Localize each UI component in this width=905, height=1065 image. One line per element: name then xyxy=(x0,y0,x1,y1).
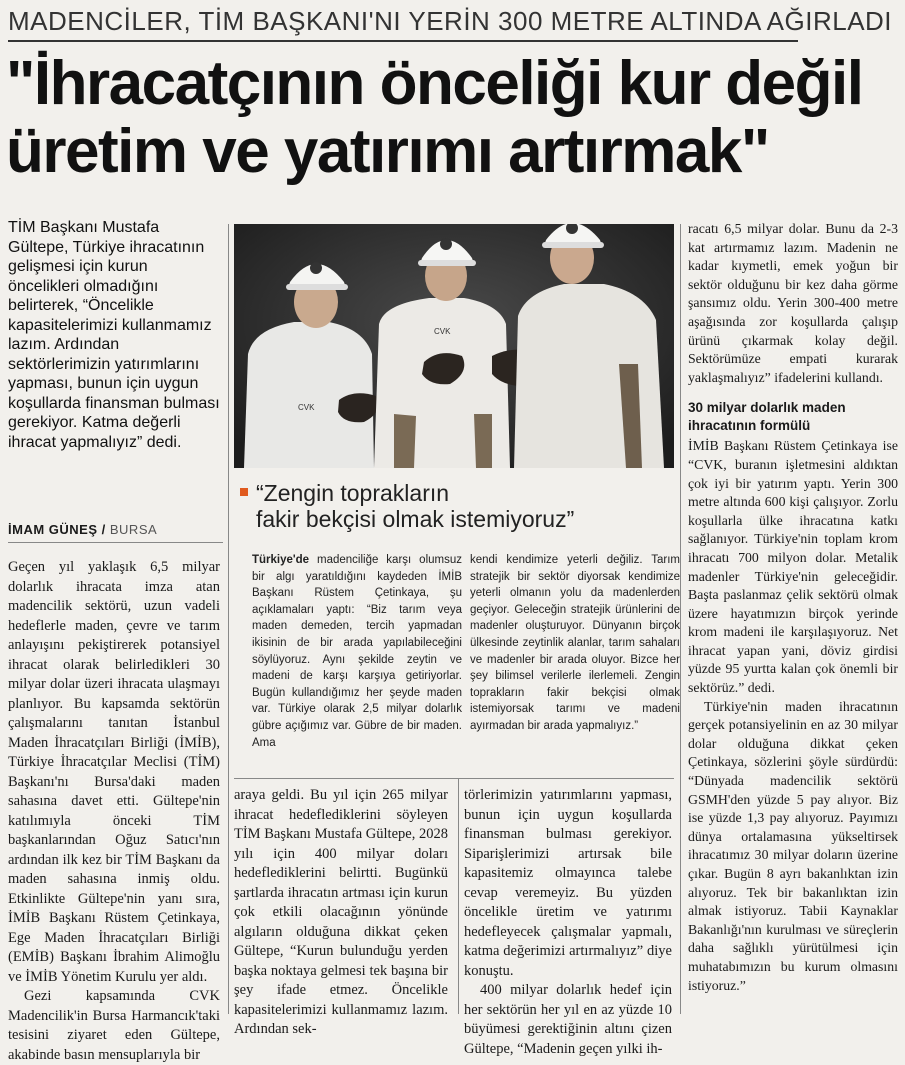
lede-paragraph: TİM Başkanı Mustafa Gültepe, Türkiye ihracatının gelişmesi için kurun öncelikleri olmadığını belirterek, “Öncelikle kapasitelerimizi kullanmamız lazım. Ardından sektörlerimizin yatırımlarını yapması, bunun için uygun koşullarda finansman bulması gerekiyor. Katma değerli ihracat yapmalıyız” dedi. xyxy=(8,219,220,451)
byline-author: İMAM GÜNEŞ xyxy=(8,522,98,537)
body-col3-paragraph-2: 400 milyar dolarlık hedef için her sektörün her yıl en az yüzde 10 büyümesi gerektiğinin altını çizen Gültepe, “Madenin geçen yılki ih- xyxy=(464,982,672,1057)
helmet-logo-text: CVK xyxy=(434,327,451,336)
kicker-headline: MADENCİLER, TİM BAŞKANI'NI YERİN 300 METRE ALTINDA AĞIRLADI xyxy=(8,6,893,36)
miners-photo-illustration xyxy=(234,224,674,468)
news-photo xyxy=(234,224,674,468)
byline-separator: / xyxy=(101,522,106,537)
body-col4-paragraph-top: racatı 6,5 milyar dolar. Bunu da 2-3 kat artırmamız lazım. Madenin ne kadar kıymetli, emek yoğun bir sektör olduğunu bir kez daha görme şansımız oldu. Yerin 300-400 metre aşağısında zor koşullarda çalışıp ürünü çıkarmak kolay değil. Sektörümüze empati kurarak yaklaşmalıyız” ifadelerini kullandı. xyxy=(688,221,898,385)
column-divider-2 xyxy=(458,778,459,1014)
body-column-4 xyxy=(688,220,898,995)
pull-quote-heading xyxy=(256,480,656,532)
inset-lead-bold: Türkiye'de xyxy=(252,554,310,566)
pull-quote-line-2: fakir bekçisi olmak istemiyoruz” xyxy=(256,506,575,532)
pull-quote-line-1: “Zengin toprakların xyxy=(256,480,450,506)
inset-text-1: madenciliğe karşı olumsuz bir algı yaratıldığını kaydeden İMİB Başkanı Rüstem Çetinkaya, şu açıklamaları yaptı: “Biz tarım veya maden demeden, tercih yapmadan ikisinin de bir arada yapılabileceğini söylüyoruz. Aynı şekilde zeytin ve madeni de karşı karşıya getiriyorlar. Bugün kullandığımız her şeyde maden var. Türkiye olarak 2,5 milyar dolarlık gübre açığımız var. Gübre de bir maden. Ama xyxy=(252,554,462,749)
body-col1-paragraph-2: Gezi kapsamında CVK Madencilik'in Bursa Harmancık'taki tesisini ziyaret eden Gültepe, akabinde basın mensuplarıyla bir xyxy=(8,988,220,1063)
section-subheading: 30 milyar dolarlık maden ihracatının formülü xyxy=(688,400,846,434)
headline-line-1: "İhracatçının önceliği kur değil xyxy=(6,49,863,118)
body-column-3 xyxy=(464,786,672,1059)
inset-column-1 xyxy=(252,552,462,751)
inset-column-2: kendi kendimize yeterli değiliz. Tarım stratejik bir sektör diyorsak kendimize yeterli olmanın yolu da madenlerden geçiyor. Geleceğin stratejik ürünlerini de madenler oluşturuyor. Dünyanın birçok ülkesinde zeytinlik alanlar, tarım sahaları ve madenler bir arada oluyor. Bizce her şey bilimsel verilerle ilerlemeli. Zengin toprakların fakir bekçisi olmak istemiyorsak tarımı ve madeni ayırmadan bir arada yapmalıyız.” xyxy=(470,554,680,732)
body-col2-paragraph: araya geldi. Bu yıl için 265 milyar ihracat hedeflediklerini söyleyen TİM Başkanı Mustafa Gültepe, 2028 yılı için 400 milyar doları hedeflediklerini belirtti. Bugünkü şartlarda ihracatın artması için kurun çok etkili olacağının yönünde algıların olduğuna dikkat çeken Gültepe, “Kurun bulunduğu yerden başka noktaya gelmesi tek başına bir şey ifade etmez. Öncelikle kapasitelerimizi kullanmamız lazım. Ardından sek- xyxy=(234,787,448,1037)
headline-line-2: üretim ve yatırımı artırmak" xyxy=(6,117,769,186)
pull-quote-marker xyxy=(240,488,248,496)
body-column-1 xyxy=(8,558,220,1065)
column-divider-1 xyxy=(228,224,229,1014)
byline xyxy=(8,522,157,537)
kicker-underline xyxy=(8,40,798,42)
body-col1-paragraph-1: Geçen yıl yaklaşık 6,5 milyar dolarlık ihracata imza atan madencilik sektörü, uzun vadeli hedeflerle maden, çevre ve tarım anlayışını pekiştirerek potansiyel ihracat olarak belirledikleri 30 milyar dolar üzeri ihracata ulaşmayı planlıyor. Bu kapsamda sektörün çalışmalarını tanıtan İstanbul Maden İhracatçıları Birliği (İMİB), Türkiye İhracatçılar Meclisi (TİM) Başkanı'nı Bursa'daki maden sahasına davet etti. Gültepe'nin katılımıyla önceki TİM başkanlarından Oğuz Satıcı'nın ardından ilk kez bir TİM Başkanı da maden sahasına inmiş oldu. Etkinlikte Gültepe'nin yanı sıra, İMİB Başkanı Rüstem Çetinkaya, Ege Maden İhracatçıları Birliği (EMİB) Başkanı İbrahim Alimoğlu ve İMİB Yönetim Kurulu yer aldı. xyxy=(8,559,220,985)
body-col3-paragraph-1: törlerimizin yatırımlarını yapması, bunun için uygun koşullarda finansman bulması gerekiyor. Siparişlerimizi artırsak bile kapasitemiz olmayınca talebe cevap veremeyiz. Bu yüzden öncelikle üretim ve yatırımı hedefleyecek çalışmalar yapmalı, katma değerimizi artırmalıyız” diye konuştu. xyxy=(464,787,672,979)
body-col4-paragraph-1: İMİB Başkanı Rüstem Çetinkaya ise “CVK, buranın işletmesini aldıktan çok iyi bir yatırım yaptı. Yerin 300 metre altında 600 kişi çalışıyor. Zorlu koşullarla ülke ihracatına katkı sağlanıyor. Türkiye'nin toplam krom ihracatı 700 milyon dolar. Metalik madenler Türkiye'nin geleceğidir. Başta paslanmaz çelik sektörü olmak üzere hayatımızın birçok yerinde krom madeni ile karşılaşıyoruz. Net ihracat yapan yani, döviz girdisi yüzde 95 yurtta kalan çok önemli bir sektörüz.” dedi. xyxy=(688,438,898,696)
byline-rule xyxy=(8,542,223,543)
body-col4-paragraph-2: Türkiye'nin maden ihracatının gerçek potansiyelinin en az 30 milyar dolar olduğuna dikkat çeken Çetinkaya, sözlerini şöyle sürdürdü: “Dünyada madencilik sektörü GSMH'den yüzde 5 pay alıyor. Biz ise yüzde 1,3 pay alıyoruz. Payımızı dünya ortalamasına yükseltirsek ihracatımız 30 milyar doların üzerine çıkar. Bugün 8 ayrı bakanlıktan izin alıyoruz. Tek bir bakanlıktan izin almak istiyoruz. Tabii Kaynaklar Bakanlığı'nın kurulması ve süreçlerin daha sağlıklı yürütülmesi için muhatabımızın bu kurum olmasını istiyoruz.” xyxy=(688,698,898,993)
badge-text: CVK xyxy=(298,403,315,412)
column-divider-3 xyxy=(680,224,681,1014)
body-column-2 xyxy=(234,786,448,1040)
inset-bottom-rule xyxy=(234,778,674,779)
headline xyxy=(6,50,901,186)
byline-city: BURSA xyxy=(109,522,158,537)
